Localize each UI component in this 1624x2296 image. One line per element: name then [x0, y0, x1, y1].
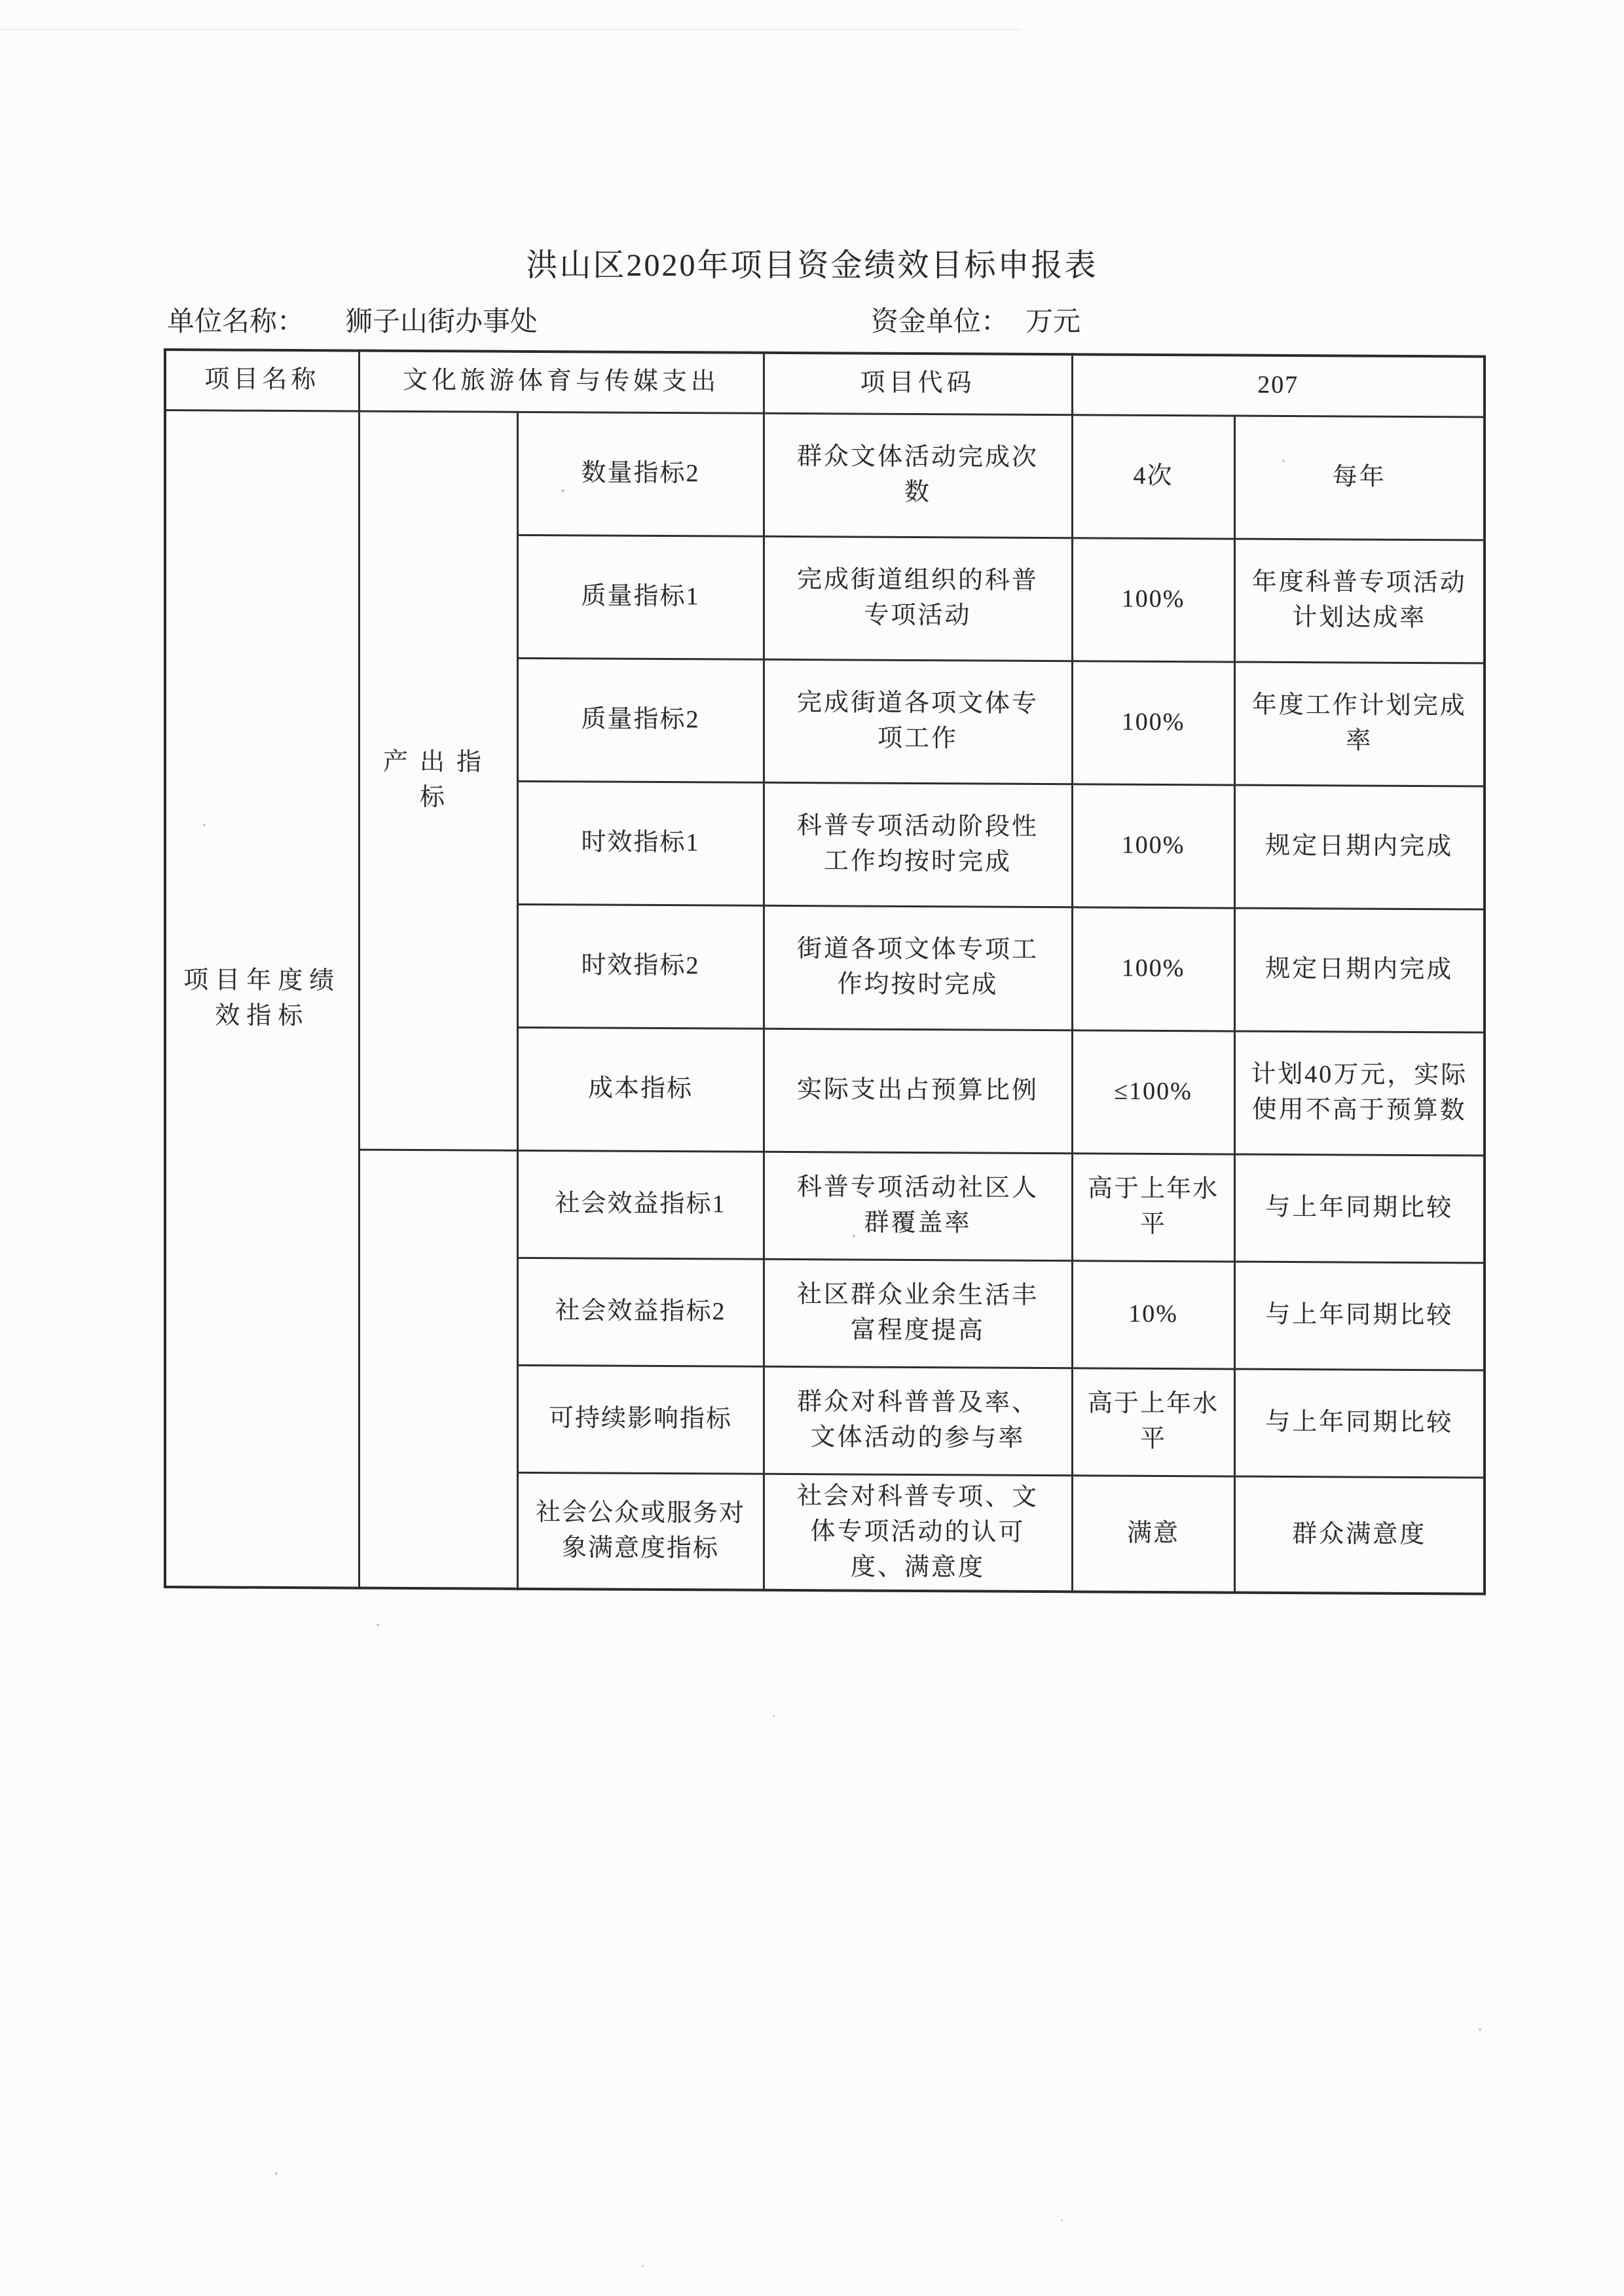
cell-indicator-criteria: 与上年同期比较 — [1234, 1262, 1485, 1370]
cell-indicator-criteria: 规定日期内完成 — [1234, 785, 1485, 909]
cell-project-code-value: 207 — [1072, 354, 1485, 416]
cell-indicator-desc: 群众文体活动完成次数 — [764, 413, 1072, 538]
cell-indicator-name: 时效指标2 — [517, 904, 764, 1029]
scan-speck — [1061, 2219, 1063, 2221]
cell-indicator-name: 成本指标 — [517, 1027, 764, 1152]
table-row — [165, 1148, 1485, 1263]
unit-name-value: 狮子山街办事处 — [345, 307, 538, 337]
scan-artifact-line — [0, 29, 1022, 30]
cell-indicator-value: ≤100% — [1072, 1030, 1234, 1154]
cell-indicator-desc: 完成街道组织的科普专项活动 — [764, 536, 1072, 661]
cell-indicator-desc: 社区群众业余生活丰富程度提高 — [764, 1259, 1072, 1368]
cell-indicator-name: 社会效益指标2 — [517, 1258, 764, 1366]
cell-indicator-criteria: 年度工作计划完成率 — [1234, 662, 1485, 786]
cell-indicator-criteria: 与上年同期比较 — [1234, 1154, 1485, 1263]
cell-project-name-label: 项目名称 — [165, 350, 359, 411]
cell-indicator-desc: 群众对科普普及率、文体活动的参与率 — [764, 1366, 1072, 1475]
cell-indicator-value: 100% — [1072, 661, 1234, 784]
cell-indicator-name: 社会公众或服务对象满意度指标 — [517, 1472, 764, 1590]
scan-speck — [1282, 460, 1285, 462]
unit-name-line — [167, 300, 538, 339]
cell-indicator-criteria: 规定日期内完成 — [1234, 908, 1485, 1032]
scan-speck — [275, 2172, 278, 2175]
unit-name-label: 单位名称： — [167, 307, 305, 337]
cell-project-code-label: 项目代码 — [764, 353, 1072, 414]
cell-indicator-name: 质量指标2 — [517, 658, 764, 782]
cell-indicator-criteria: 每年 — [1234, 416, 1485, 540]
cell-indicator-name: 社会效益指标1 — [517, 1150, 764, 1259]
cell-indicator-value: 100% — [1072, 538, 1234, 661]
scan-speck — [203, 824, 206, 826]
cell-indicator-name: 质量指标1 — [517, 535, 764, 659]
fund-unit-line — [871, 300, 1080, 339]
cell-indicator-desc: 街道各项文体专项工作均按时完成 — [764, 905, 1072, 1030]
table-header-row — [165, 350, 1485, 417]
cell-group-effect-label — [359, 1150, 517, 1589]
cell-indicator-criteria: 群众满意度 — [1234, 1476, 1485, 1594]
scan-speck — [1479, 2028, 1481, 2031]
cell-indicator-criteria: 计划40万元，实际使用不高于预算数 — [1234, 1031, 1485, 1156]
cell-project-name-value: 文化旅游体育与传媒支出 — [359, 351, 764, 413]
scan-speck — [377, 1624, 379, 1626]
fund-unit-value: 万元 — [1025, 307, 1081, 337]
scan-speck — [561, 489, 564, 492]
cell-indicator-desc: 科普专项活动阶段性工作均按时完成 — [764, 782, 1072, 907]
cell-indicator-value: 100% — [1072, 907, 1234, 1030]
cell-annual-indicators-label: 项目年度绩效指标 — [165, 410, 359, 1588]
cell-group-output-label: 产出指标 — [359, 411, 517, 1150]
cell-indicator-criteria: 年度科普专项活动计划达成率 — [1234, 539, 1485, 663]
page-title: 洪山区2020年项目资金绩效目标申报表 — [526, 248, 1098, 283]
cell-indicator-value: 满意 — [1072, 1475, 1234, 1592]
scan-speck — [853, 1235, 855, 1237]
table-row — [165, 410, 1485, 540]
cell-indicator-criteria: 与上年同期比较 — [1234, 1369, 1485, 1478]
cell-indicator-value: 100% — [1072, 784, 1234, 907]
performance-table-wrap — [164, 348, 1483, 1595]
cell-indicator-name: 可持续影响指标 — [517, 1365, 764, 1474]
cell-indicator-value: 高于上年水平 — [1072, 1153, 1234, 1261]
cell-indicator-desc: 科普专项活动社区人群覆盖率 — [764, 1152, 1072, 1260]
cell-indicator-desc: 完成街道各项文体专项工作 — [764, 659, 1072, 784]
cell-indicator-name: 时效指标1 — [517, 781, 764, 905]
cell-indicator-desc: 实际支出占预算比例 — [764, 1029, 1072, 1153]
cell-indicator-name: 数量指标2 — [517, 412, 764, 536]
cell-indicator-desc: 社会对科普专项、文体专项活动的认可度、满意度 — [764, 1474, 1072, 1592]
scan-speck — [642, 2265, 644, 2267]
fund-unit-label: 资金单位： — [871, 307, 1009, 337]
performance-target-table — [164, 348, 1486, 1595]
cell-indicator-value: 高于上年水平 — [1072, 1368, 1234, 1476]
scan-speck — [773, 1715, 775, 1717]
cell-indicator-value: 4次 — [1072, 414, 1234, 538]
cell-indicator-value: 10% — [1072, 1260, 1234, 1368]
